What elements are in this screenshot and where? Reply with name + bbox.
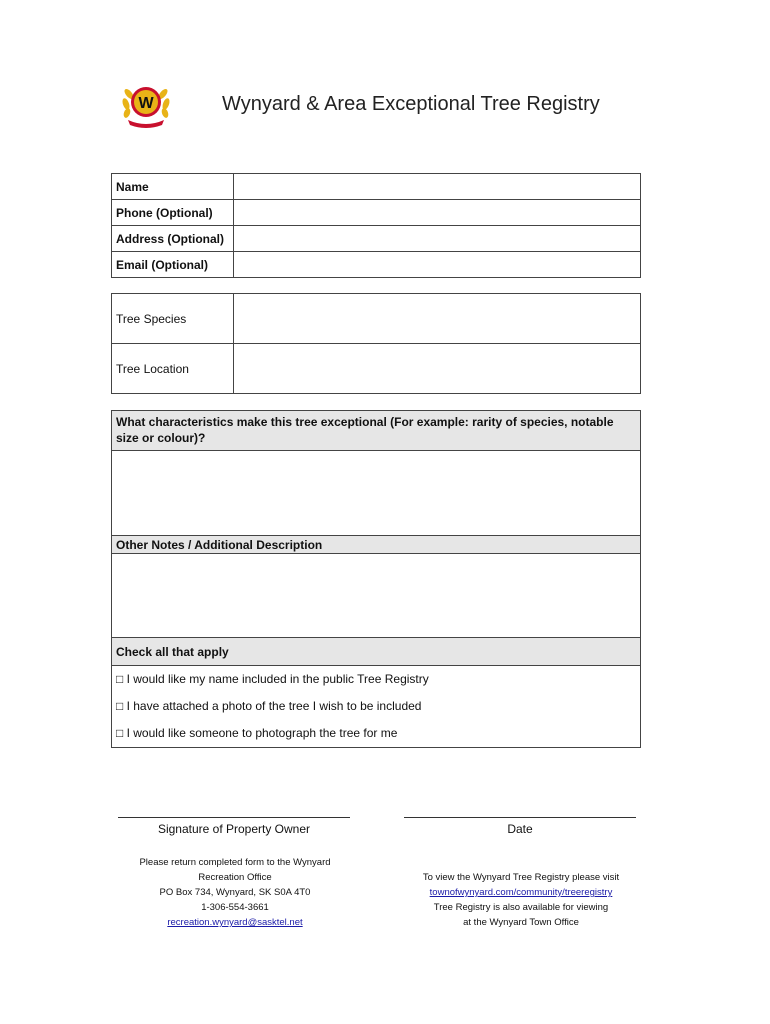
signature-line[interactable]	[118, 817, 350, 818]
tree-species-field[interactable]	[234, 294, 641, 344]
name-field[interactable]	[234, 174, 641, 200]
date-label: Date	[507, 822, 533, 836]
tree-species-label: Tree Species	[112, 294, 234, 344]
svg-text:W: W	[138, 95, 154, 112]
checklist-header: Check all that apply	[112, 638, 640, 666]
registry-link[interactable]: townofwynyard.com/community/treeregistry	[429, 887, 613, 898]
checklist-item[interactable]: □ I have attached a photo of the tree I wish to be included	[116, 699, 422, 713]
return-info: Please return completed form to the Wynyard Recreation Office PO Box 734, Wynyard, SK S0A 4T0 1-306-554-3661 recreation.wynyard@sasktel.net	[110, 855, 360, 930]
checkbox-icon[interactable]: □	[116, 726, 124, 740]
wynyard-logo	[120, 80, 172, 128]
phone-field[interactable]	[234, 200, 641, 226]
name-label: Name	[112, 174, 234, 200]
characteristics-block	[111, 410, 641, 638]
characteristics-field[interactable]	[112, 451, 640, 536]
email-field[interactable]	[234, 252, 641, 278]
tree-location-field[interactable]	[234, 344, 641, 394]
signature-label: Signature of Property Owner	[157, 822, 311, 836]
date-line[interactable]	[404, 817, 636, 818]
tree-table	[111, 293, 641, 394]
notes-field[interactable]	[112, 554, 640, 638]
checkbox-icon[interactable]: □	[116, 699, 124, 713]
notes-label: Other Notes / Additional Description	[112, 536, 640, 554]
checklist-block	[111, 638, 641, 748]
checklist-item[interactable]: □ I would like someone to photograph the tree for me	[116, 726, 398, 740]
checklist-item[interactable]: □ I would like my name included in the public Tree Registry	[116, 672, 429, 686]
checkbox-icon[interactable]: □	[116, 672, 124, 686]
address-field[interactable]	[234, 226, 641, 252]
phone-label: Phone (Optional)	[112, 200, 234, 226]
contact-table	[111, 173, 641, 278]
address-label: Address (Optional)	[112, 226, 234, 252]
characteristics-question: What characteristics make this tree exceptional (For example: rarity of species, notable size or colour)?	[112, 411, 640, 451]
email-label: Email (Optional)	[112, 252, 234, 278]
view-info: To view the Wynyard Tree Registry please visit townofwynyard.com/community/treeregistry Tree Registry is also available for viewing at the Wynyard Town Office	[392, 870, 650, 930]
tree-location-label: Tree Location	[112, 344, 234, 394]
page-title: Wynyard & Area Exceptional Tree Registry	[222, 93, 600, 115]
email-link[interactable]: recreation.wynyard@sasktel.net	[167, 917, 303, 928]
